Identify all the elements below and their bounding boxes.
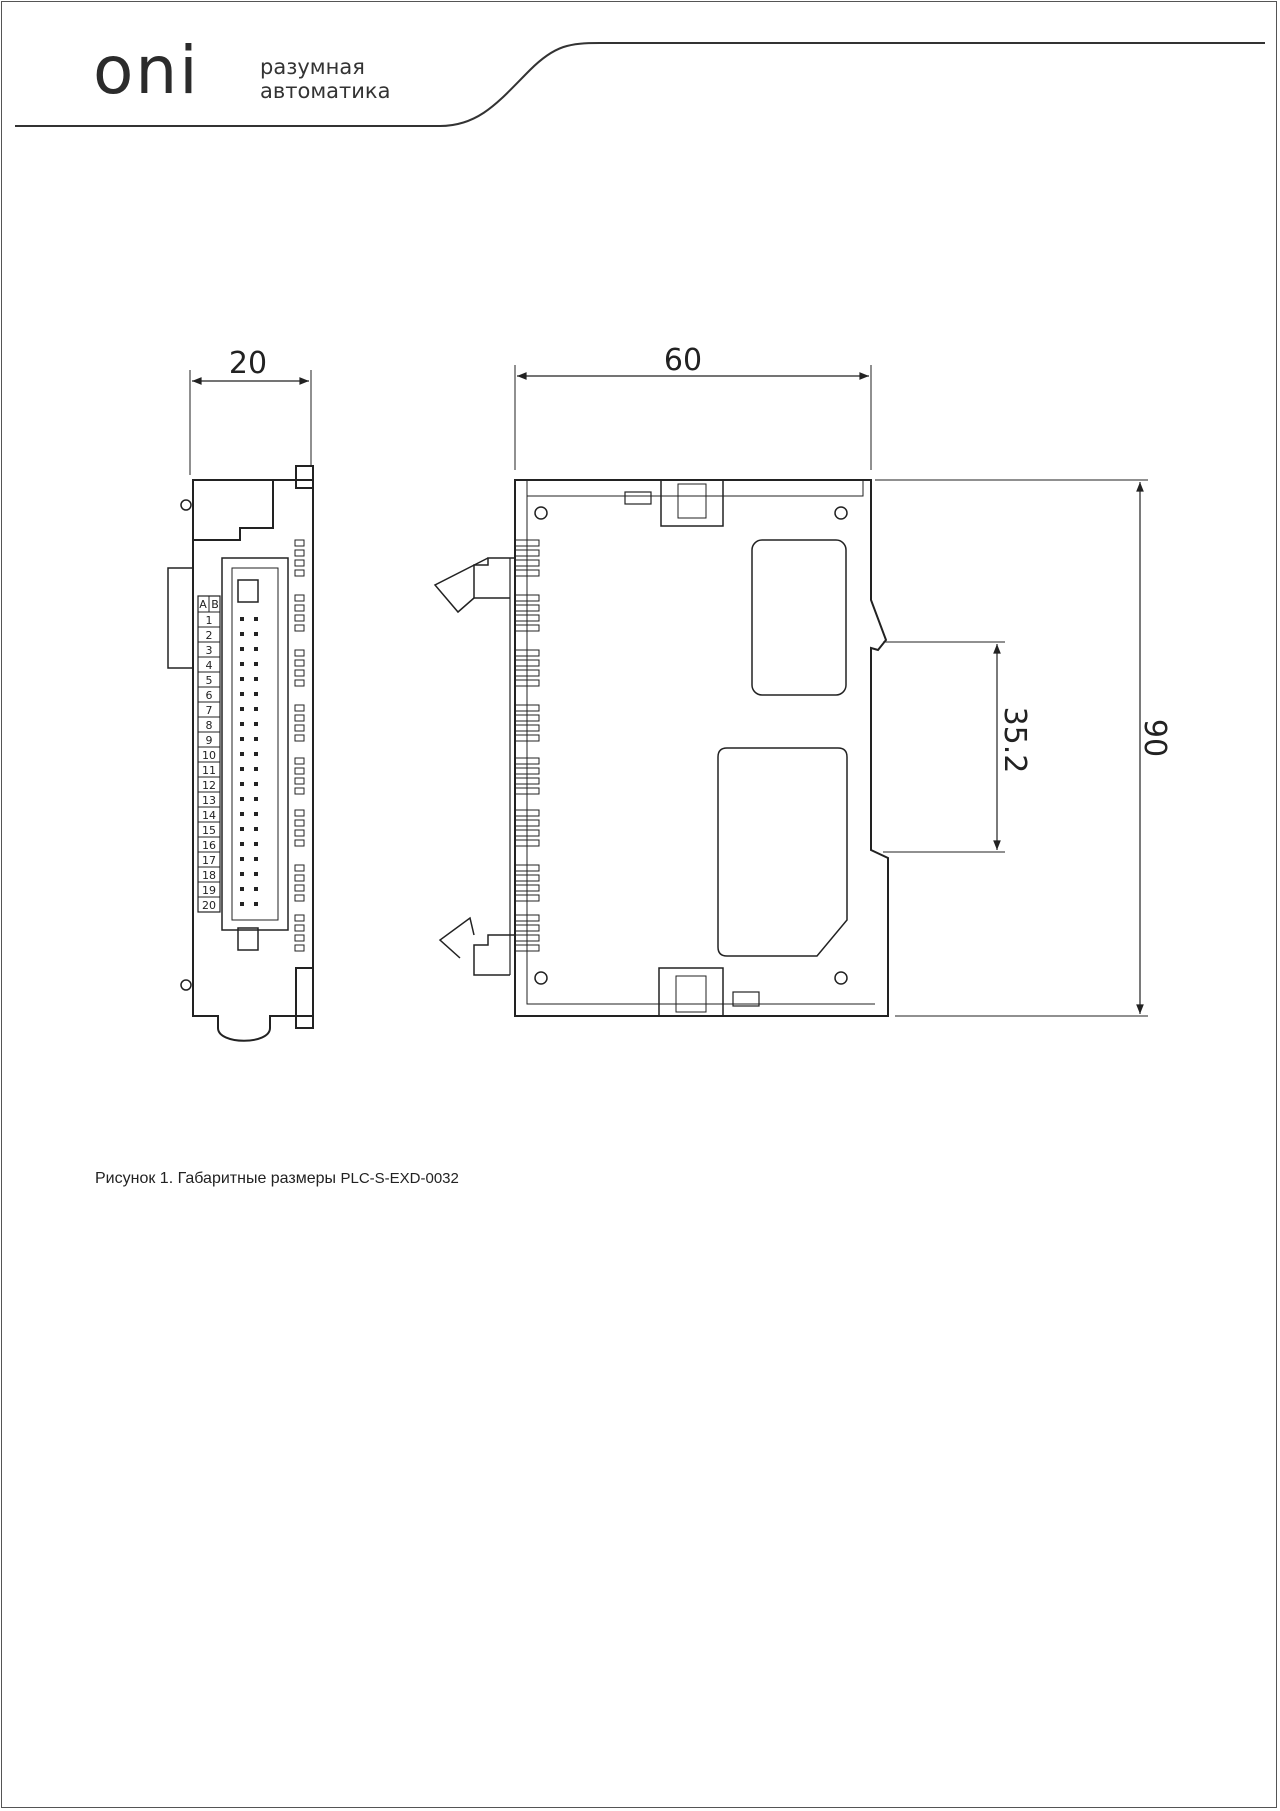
connector-row-label: 1: [205, 614, 213, 627]
connector-pin: [254, 812, 258, 816]
connector-row-label: 12: [202, 779, 216, 792]
tagline-line-2: автоматика: [260, 79, 391, 103]
side-view: [168, 370, 313, 1041]
connector-column-b: B: [211, 598, 219, 611]
connector-row-label: 9: [205, 734, 213, 747]
connector-row-label: 16: [202, 839, 216, 852]
connector-pin: [254, 782, 258, 786]
connector-pin: [254, 632, 258, 636]
connector-row-label: 4: [205, 659, 213, 672]
connector-pin: [240, 662, 244, 666]
connector-pin: [254, 887, 258, 891]
connector-row-label: 8: [205, 719, 213, 732]
connector-pin: [240, 692, 244, 696]
connector-row-label: 11: [202, 764, 216, 777]
connector-pin: [240, 677, 244, 681]
connector-row-label: 18: [202, 869, 216, 882]
connector-pin: [240, 812, 244, 816]
connector-pin: [254, 827, 258, 831]
connector-row-label: 7: [205, 704, 213, 717]
connector-pin: [240, 632, 244, 636]
front-view: [435, 365, 1148, 1016]
connector-pin: [240, 827, 244, 831]
connector-pin: [240, 737, 244, 741]
connector-row-label: 20: [202, 899, 216, 912]
connector-pin: [254, 737, 258, 741]
caption-text: Рисунок 1. Габаритные размеры: [95, 1170, 341, 1187]
connector-pin: [254, 902, 258, 906]
connector-pin: [240, 707, 244, 711]
connector-row-label: 15: [202, 824, 216, 837]
connector-pin: [240, 842, 244, 846]
connector-pin: [254, 677, 258, 681]
connector-row-label: 5: [205, 674, 213, 687]
connector-pin: [240, 902, 244, 906]
dimension-width-front: 60: [663, 343, 703, 378]
connector-pin: [240, 617, 244, 621]
connector-pin: [240, 857, 244, 861]
connector-row-label: 19: [202, 884, 216, 897]
connector-pin: [254, 872, 258, 876]
connector-row-label: 3: [205, 644, 213, 657]
caption-model: PLC-S-EXD-0032: [340, 1170, 459, 1187]
connector-pin: [254, 767, 258, 771]
connector-pin: [254, 842, 258, 846]
tagline-line-1: разумная: [260, 55, 365, 79]
figure-caption: [95, 1170, 459, 1188]
dimension-rail: 35.2: [997, 706, 1032, 774]
connector-pins: [240, 617, 258, 906]
connector-pin: [240, 872, 244, 876]
connector-pin: [240, 752, 244, 756]
connector-pin: [254, 707, 258, 711]
connector-pin: [254, 692, 258, 696]
connector-pin: [254, 617, 258, 621]
connector-column-a: A: [199, 598, 207, 611]
connector-pin: [254, 752, 258, 756]
connector-row-labels: [198, 612, 220, 912]
connector-pin: [254, 722, 258, 726]
connector-pin: [240, 782, 244, 786]
connector-row-label: 10: [202, 749, 216, 762]
connector-row-label: 2: [205, 629, 213, 642]
side-led-column: [295, 540, 304, 951]
connector-pin: [240, 887, 244, 891]
connector-pin: [254, 647, 258, 651]
connector-pin: [254, 662, 258, 666]
connector-row-label: 6: [205, 689, 213, 702]
connector-row-label: 14: [202, 809, 216, 822]
connector-pin: [240, 647, 244, 651]
connector-pin: [254, 857, 258, 861]
brand-logo: oni: [93, 32, 200, 109]
connector-pin: [240, 797, 244, 801]
connector-row-label: 17: [202, 854, 216, 867]
dimension-height: 90: [1137, 718, 1172, 758]
connector-pin: [254, 797, 258, 801]
connector-pin: [240, 722, 244, 726]
connector-pin: [240, 767, 244, 771]
dimension-width-side: 20: [228, 346, 268, 381]
connector-row-label: 13: [202, 794, 216, 807]
